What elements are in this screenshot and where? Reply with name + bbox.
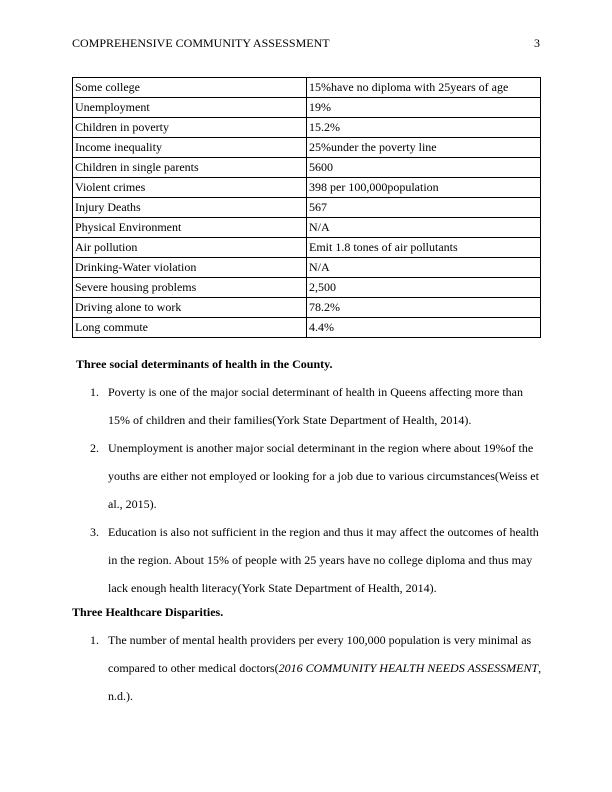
table-row (73, 238, 541, 258)
table-row (73, 258, 541, 278)
list-item-text: Poverty is one of the major social determinant of health in Queens affecting more than 15% of children and their families(York State Department of Health, 2014). (108, 385, 523, 427)
list-number: 1. (90, 633, 99, 647)
table-cell-value: 567 (307, 198, 541, 218)
running-header (72, 36, 540, 50)
section-heading-social-determinants: Three social determinants of health in the County. (76, 357, 333, 371)
healthcare-disparities-list (72, 626, 542, 710)
table-cell-value: 78.2% (307, 298, 541, 318)
table-cell-label: Violent crimes (73, 178, 307, 198)
list-item-text-end: , n.d.). (108, 661, 542, 703)
table-cell-value: 15.2% (307, 118, 541, 138)
table-cell-label: Driving alone to work (73, 298, 307, 318)
list-item (72, 378, 542, 434)
header-title: COMPREHENSIVE COMMUNITY ASSESSMENT (72, 36, 330, 50)
table-cell-value: 2,500 (307, 278, 541, 298)
table-cell-value: 4.4% (307, 318, 541, 338)
table-row (73, 278, 541, 298)
page-number: 3 (534, 36, 540, 50)
social-determinants-list (72, 378, 542, 602)
table-cell-label: Children in single parents (73, 158, 307, 178)
table-row (73, 218, 541, 238)
table-cell-value: 25%under the poverty line (307, 138, 541, 158)
table-cell-label: Air pollution (73, 238, 307, 258)
table-cell-label: Long commute (73, 318, 307, 338)
table-row (73, 118, 541, 138)
table-row (73, 98, 541, 118)
table-cell-value: 15%have no diploma with 25years of age (307, 78, 541, 98)
table-row (73, 78, 541, 98)
list-item-text: Education is also not sufficient in the region and thus it may affect the outcomes of health in the region. About 15% of people with 25 years have no college diploma and thus may lack enough health literacy(York State Department of Health, 2014). (108, 525, 539, 595)
table-cell-label: Income inequality (73, 138, 307, 158)
table-cell-value: 5600 (307, 158, 541, 178)
citation-title: 2016 COMMUNITY HEALTH NEEDS ASSESSMENT (278, 661, 539, 675)
table-cell-value: 398 per 100,000population (307, 178, 541, 198)
table-row (73, 318, 541, 338)
list-item-text: Unemployment is another major social determinant in the region where about 19%of the youths are either not employed or looking for a job due to various circumstances(Weiss et al., 2015). (108, 441, 539, 511)
table-cell-label: Severe housing problems (73, 278, 307, 298)
table-cell-label: Physical Environment (73, 218, 307, 238)
list-item (72, 518, 542, 602)
list-item (72, 626, 542, 710)
table-cell-value: Emit 1.8 tones of air pollutants (307, 238, 541, 258)
list-item-text (108, 626, 542, 710)
list-number: 2. (90, 441, 99, 455)
health-indicators-table (72, 77, 541, 338)
list-number: 1. (90, 385, 99, 399)
table-row (73, 298, 541, 318)
table-cell-value: N/A (307, 258, 541, 278)
table-row (73, 158, 541, 178)
list-number: 3. (90, 525, 99, 539)
section-heading-healthcare-disparities: Three Healthcare Disparities. (72, 605, 224, 619)
list-item-text-start: The number of mental health providers per every 100,000 population is very minimal as compared to other medical doctors( (108, 633, 532, 675)
table-cell-label: Injury Deaths (73, 198, 307, 218)
list-item (72, 434, 542, 518)
table-row (73, 138, 541, 158)
table-cell-value: 19% (307, 98, 541, 118)
table-cell-label: Unemployment (73, 98, 307, 118)
table-cell-label: Drinking-Water violation (73, 258, 307, 278)
table-cell-label: Children in poverty (73, 118, 307, 138)
table-cell-value: N/A (307, 218, 541, 238)
table-row (73, 178, 541, 198)
table-row (73, 198, 541, 218)
table-cell-label: Some college (73, 78, 307, 98)
